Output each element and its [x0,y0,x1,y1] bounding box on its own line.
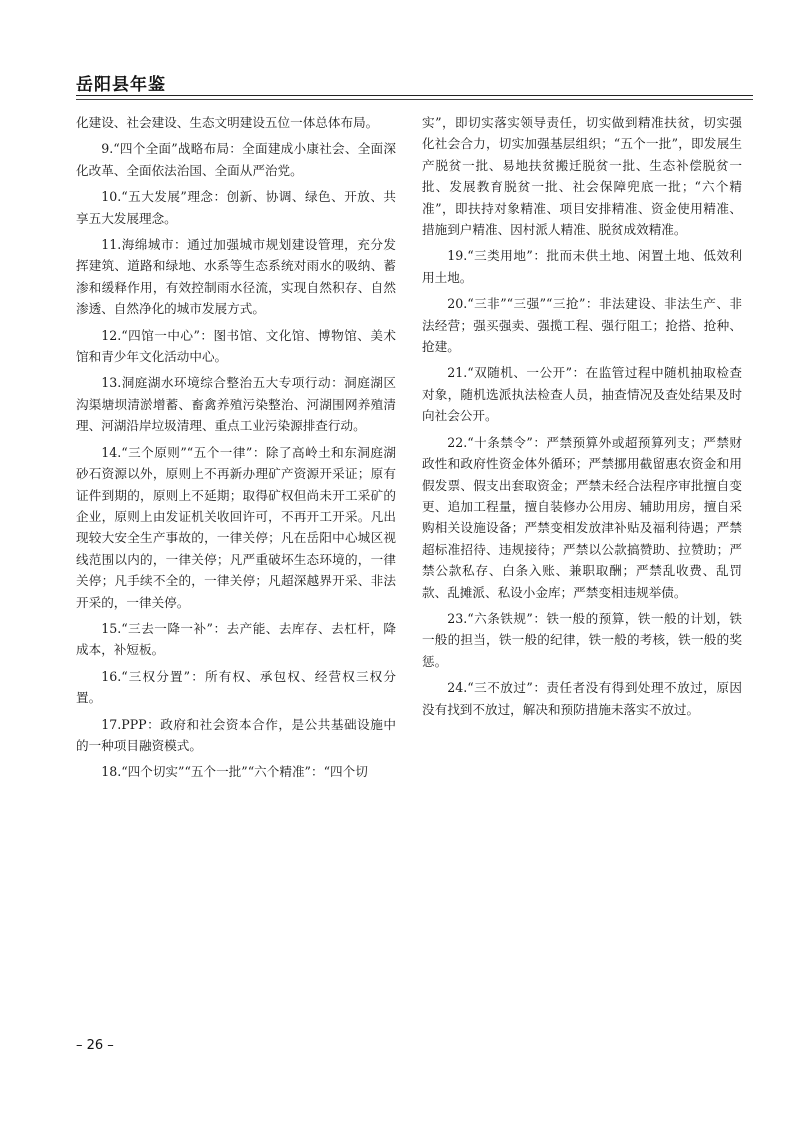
entry-9-four-comprehensives: 9.“四个全面”战略布局：全面建成小康社会、全面深化改革、全面依法治国、全面从严治党。 [76,141,396,178]
entry-16-three-rights: 16.“三权分置”：所有权、承包权、经营权三权分置。 [76,668,396,706]
entry-17-ppp: 17.PPP：政府和社会资本合作，是公共基础设施中的一种项目融资模式。 [76,716,396,753]
entry-22-ten-prohibitions: 22.“十条禁令”：严禁预算外或超预算列支；严禁财政性和政府性资金体外循环；严禁挪用截留惠农资金和用假发票、假支出套取资金；严禁未经合法程序审批擅自变更、追加工程量，擅自装修办公用房、辅助用房，擅自采购相关设施设备；严禁变相发放津补贴及福利待遇；严禁超标准招待、违规接待；严禁以公款搞赞助、拉赞助；严禁公款私存、白条入账、兼职取酬；严禁乱收费、乱罚款、乱摊派、私设小金库；严禁变相违规举债。 [422,434,742,600]
left-column [76,112,396,788]
entry-18-four-earnest: 18.“四个切实”“五个一批”“六个精准”：“四个切 [101,764,368,780]
entry-21-double-random: 21.“双随机、一公开”：在监管过程中随机抽取检查对象，随机选派执法检查人员，抽查情况及查处结果及时向社会公开。 [422,365,742,424]
entry-12-four-halls: 12.“四馆一中心”：图书馆、文化馆、博物馆、美术馆和青少年文化活动中心。 [76,327,396,365]
entry-15-three-one-one: 15.“三去一降一补”：去产能、去库存、去杠杆，降成本，补短板。 [76,620,396,658]
entry-20-three-illegal: 20.“三非”“三强”“三抢”：非法建设、非法生产、非法经营；强买强卖、强揽工程、强行阻工；抢搭、抢种、抢建。 [422,296,742,355]
entry-19-three-land: 19.“三类用地”：批而未供土地、闲置土地、低效利用土地。 [422,248,742,285]
entry-24-three-no-pass: 24.“三不放过”：责任者没有得到处理不放过，原因没有找到不放过，解决和预防措施未落实不放过。 [422,680,742,717]
entry-13-dongting-lake: 13.洞庭湖水环境综合整治五大专项行动：洞庭湖区沟渠塘坝清淤增蓄、畜禽养殖污染整治、河湖围网养殖清理、河湖沿岸垃圾清理、重点工业污染源排查行动。 [76,375,396,434]
header-rule [76,95,753,96]
page-number: – 26 – [76,1038,114,1053]
entry-11-sponge-city: 11.海绵城市：通过加强城市规划建设管理，充分发挥建筑、道路和绿地、水系等生态系统对雨水的吸纳、蓄渗和缓释作用，有效控制雨水径流，实现自然积存、自然渗透、自然净化的城市发展方式。 [76,237,396,317]
entry-23-six-iron-rules: 23.“六条铁规”：铁一般的预算，铁一般的计划，铁一般的担当，铁一般的纪律，铁一般的考核，铁一般的奖惩。 [422,610,742,669]
entry-18-continuation: 实”，即切实落实领导责任，切实做到精准扶贫，切实强化社会合力，切实加强基层组织；“五个一批”，即发展生产脱贫一批、易地扶贫搬迁脱贫一批、生态补偿脱贫一批、发展教育脱贫一批、社会保障兜底一批；“六个精准”，即扶持对象精准、项目安排精准、资金使用精准、措施到户精准、因村派人精准、脱贫成效精准。 [422,115,742,238]
header-rule-thin [76,99,753,100]
entry-14-three-principles: 14.“三个原则”“五个一律”：除了高岭土和东洞庭湖砂石资源以外，原则上不再新办理矿产资源开采证；原有证件到期的，原则上不延期；取得矿权但尚未开工采矿的企业，原则上由发证机关收回许可，不再开工开采。凡出现较大安全生产事故的，一律关停；凡在岳阳中心城区视线范围以内的，一律关停；凡严重破坏生态环境的，一律关停；凡手续不全的，一律关停；凡超深越界开采、非法开采的，一律关停。 [76,444,396,610]
entry-10-five-development: 10.“五大发展”理念：创新、协调、绿色、开放、共享五大发展理念。 [76,189,396,226]
paragraph-continuation: 化建设、社会建设、生态文明建设五位一体总体布局。 [76,115,379,130]
right-column [422,112,742,725]
running-header-title: 岳阳县年鉴 [76,75,166,95]
